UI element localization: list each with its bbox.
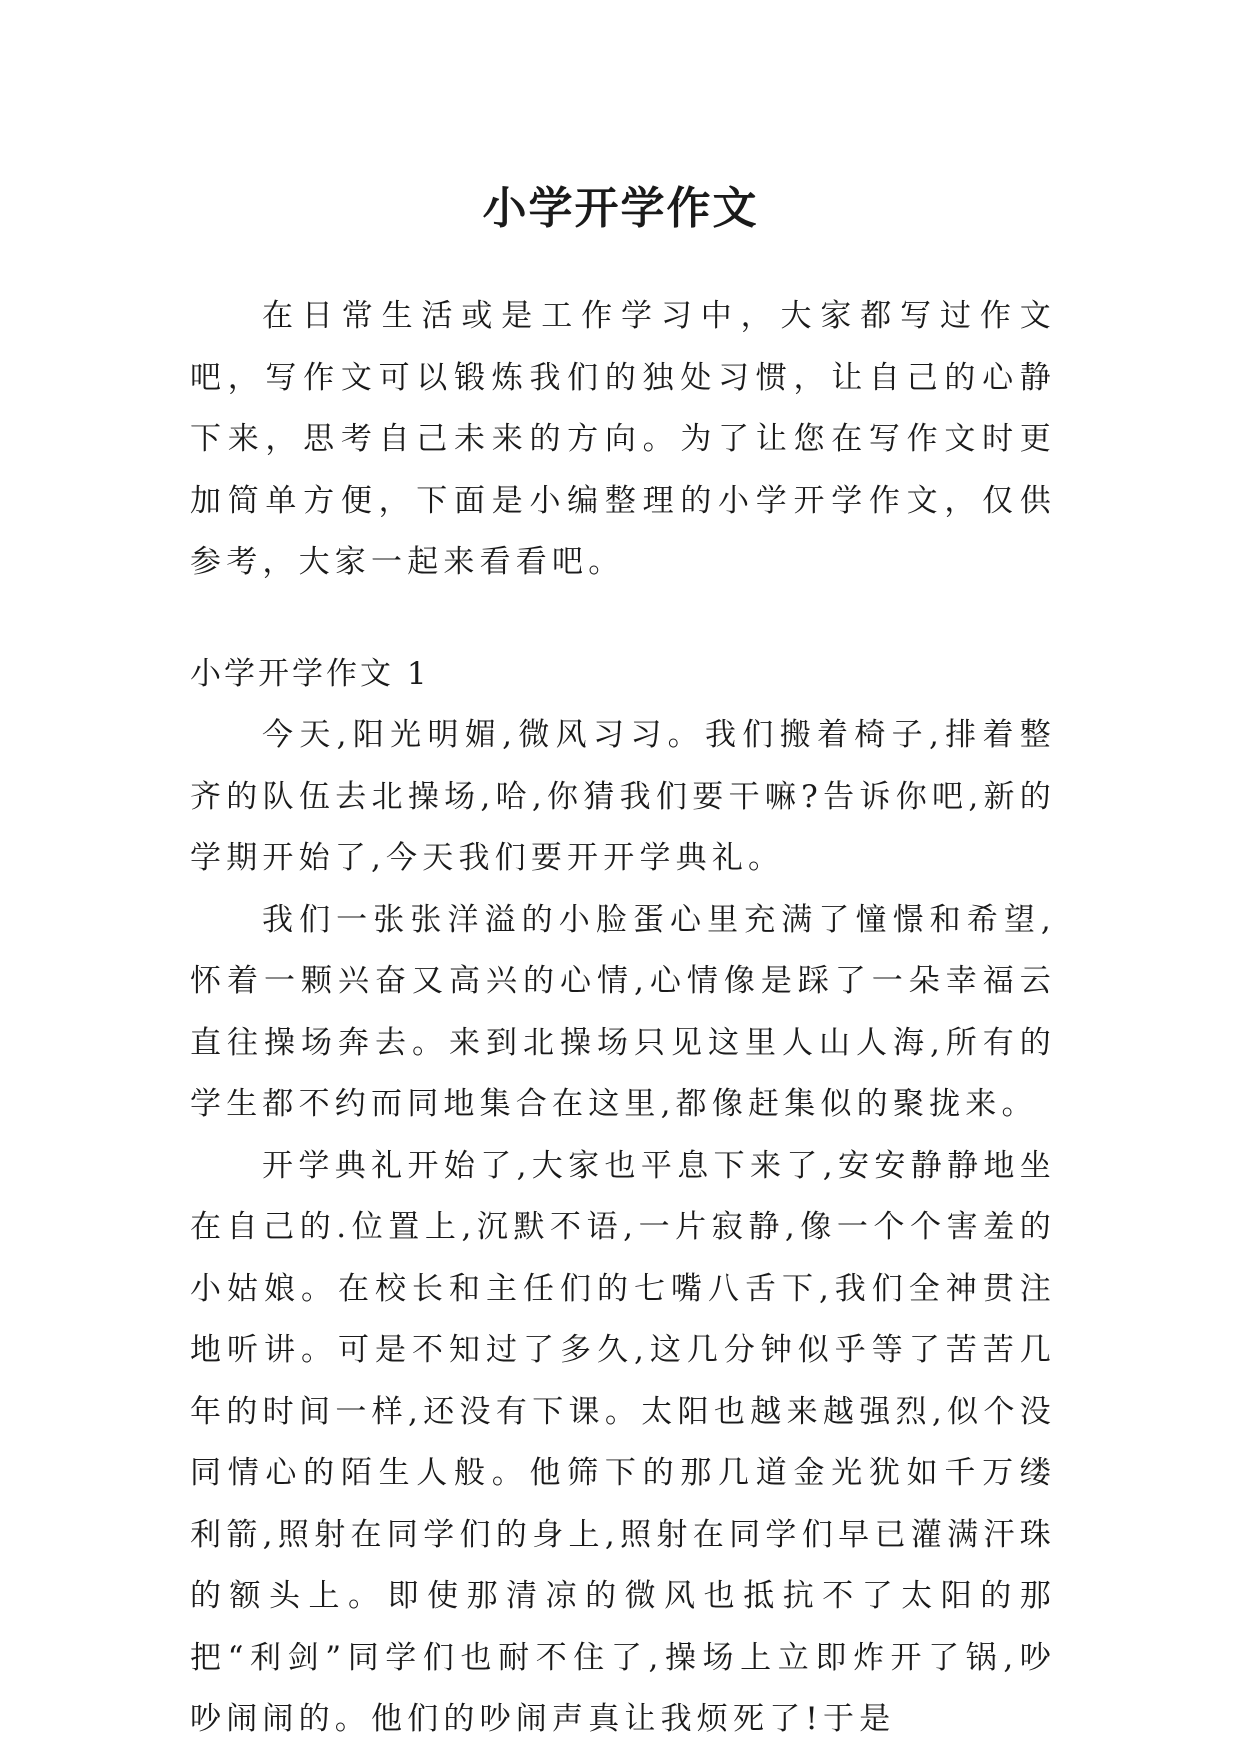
section-heading: 小学开学作文 1 xyxy=(190,655,430,692)
body-paragraph-3: 开学典礼开始了,大家也平息下来了,安安静静地坐在自己的.位置上,沉默不语,一片寂静,像一个个害羞的小姑娘。在校长和主任们的七嘴八舌下,我们全神贯注地听讲。可是不知过了多久,这几分钟似乎等了苦苦几年的时间一样,还没有下课。太阳也越来越强烈,似个没同情心的陌生人般。他筛下的那几道金光犹如千万缕利箭,照射在同学们的身上,照射在同学们早已灌满汗珠的额头上。即使那清凉的微风也抵抗不了太阳的那把“利剑”同学们也耐不住了,操场上立即炸开了锅,吵吵闹闹的。他们的吵闹声真让我烦死了!于是 xyxy=(190,1147,1056,1737)
body-paragraph-1: 今天,阳光明媚,微风习习。我们搬着椅子,排着整齐的队伍去北操场,哈,你猜我们要干嘛?告诉你吧,新的学期开始了,今天我们要开开学典礼。 xyxy=(190,717,1056,876)
document-body xyxy=(190,286,1056,1751)
body-paragraph-2: 我们一张张洋溢的小脸蛋心里充满了憧憬和希望,怀着一颗兴奋又高兴的心情,心情像是踩了一朵幸福云直往操场奔去。来到北操场只见这里人山人海,所有的学生都不约而同地集合在这里,都像赶集似的聚拢来。 xyxy=(190,901,1056,1122)
section-spacer xyxy=(190,594,1056,644)
intro-paragraph: 在日常生活或是工作学习中，大家都写过作文吧，写作文可以锻炼我们的独处习惯，让自己的心静下来，思考自己未来的方向。为了让您在写作文时更加简单方便，下面是小编整理的小学开学作文，仅供参考，大家一起来看看吧。 xyxy=(190,298,1056,580)
document-title: 小学开学作文 xyxy=(482,183,759,235)
